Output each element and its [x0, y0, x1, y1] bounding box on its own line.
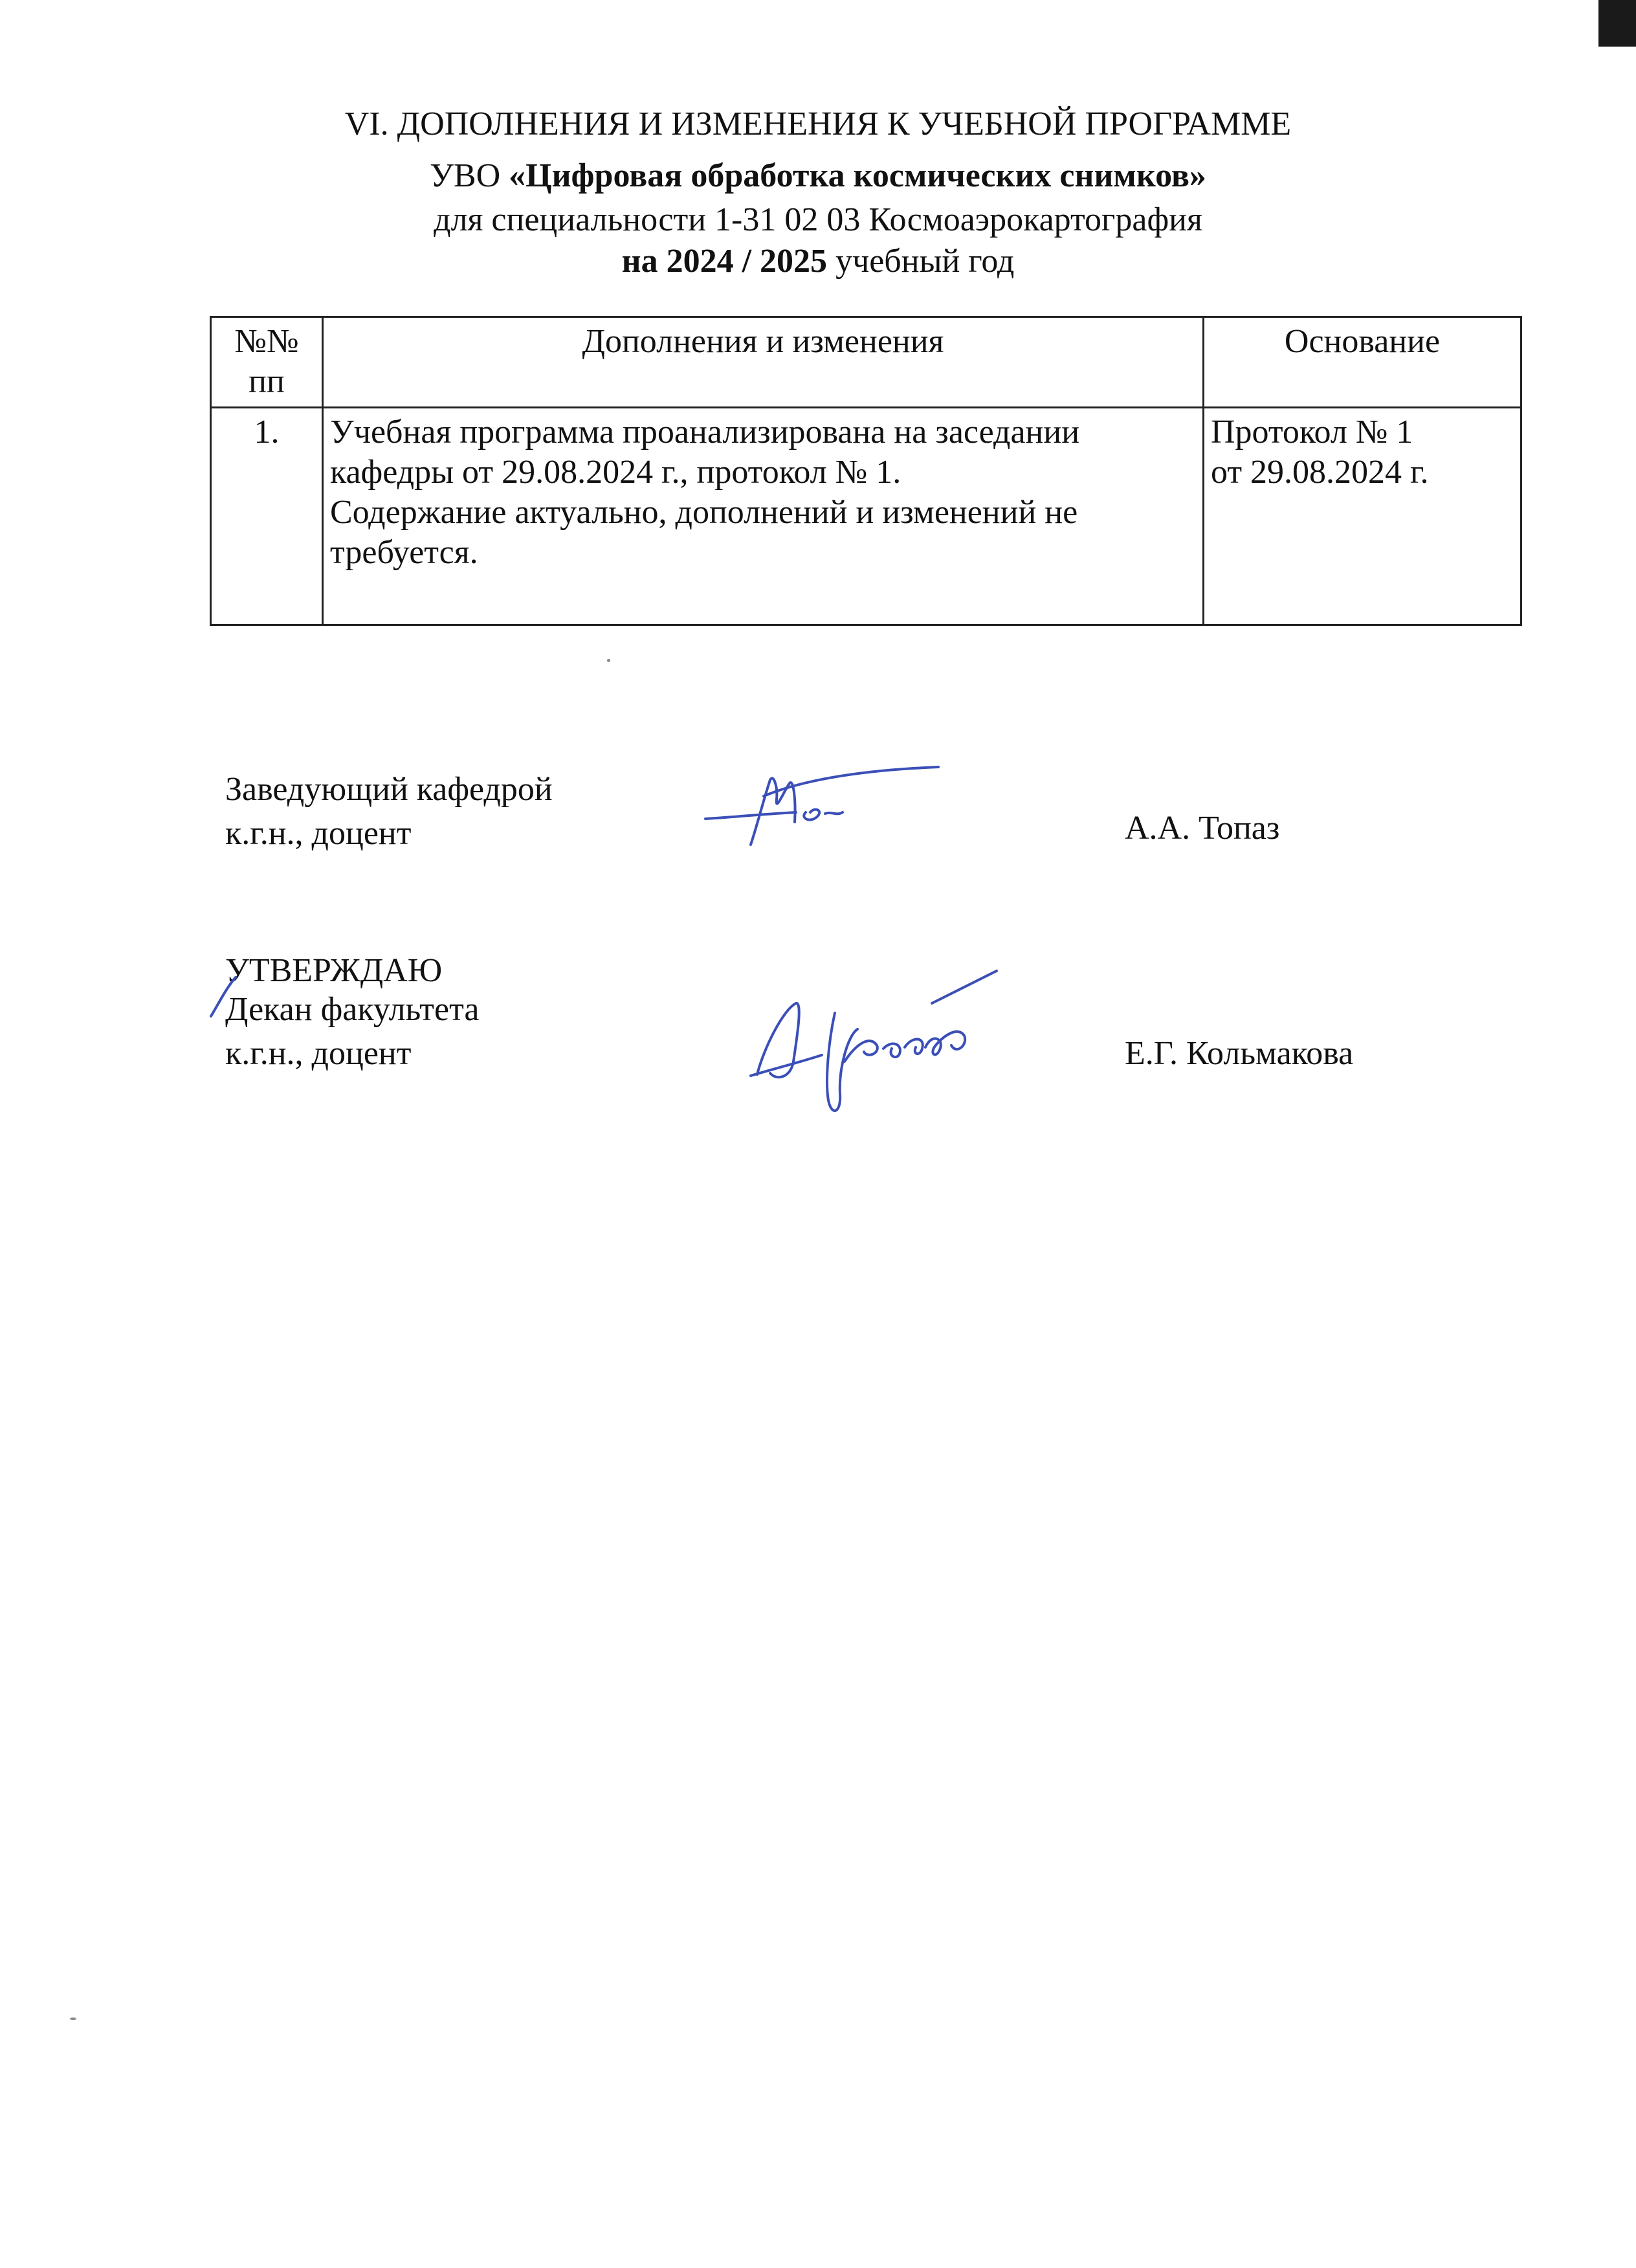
course-title [0, 155, 1636, 197]
header-number-line2: пп [249, 363, 285, 400]
specialty-line [0, 199, 1636, 241]
dean-name: Е.Г. Кольмакова [1125, 1035, 1354, 1072]
course-prefix: УВО [430, 157, 509, 194]
row-basis [1204, 408, 1521, 625]
title-text: VI. ДОПОЛНЕНИЯ И ИЗМЕНЕНИЯ К УЧЕБНОЙ ПРОГРАММЕ [344, 106, 1292, 142]
row-changes-line: Учебная программа проанализирована на заседании [330, 414, 1080, 450]
course-name: «Цифровая обработка космических снимков» [509, 157, 1206, 194]
changes-table [210, 316, 1522, 626]
academic-year: на 2024 / 2025 [621, 243, 828, 280]
table-header-row [211, 317, 1521, 408]
approval-label: УТВЕРЖДАЮ [225, 952, 443, 989]
document-title [0, 104, 1636, 145]
row-basis-line: от 29.08.2024 г. [1211, 454, 1429, 491]
table-row [211, 408, 1521, 625]
head-signature-icon [692, 761, 951, 851]
header-basis: Основание [1204, 317, 1521, 408]
row-changes-line: кафедры от 29.08.2024 г., протокол № 1. [330, 454, 901, 491]
head-name: А.А. Топаз [1125, 810, 1280, 847]
academic-year-suffix: учебный год [827, 243, 1015, 280]
head-role-line2: к.г.н., доцент [225, 815, 412, 852]
row-changes-line: требуется. [330, 534, 478, 571]
approval-tick-icon [207, 973, 239, 1019]
header-changes: Дополнения и изменения [323, 317, 1204, 408]
specialty-text: для специальности 1-31 02 03 Космоаэрокартография [434, 201, 1202, 238]
academic-year-line [0, 241, 1636, 282]
scan-speck [70, 2018, 76, 2020]
header-number [211, 317, 323, 408]
dean-signature-icon [738, 964, 1022, 1120]
row-basis-line: Протокол № 1 [1211, 414, 1413, 450]
row-changes [323, 408, 1204, 625]
head-role-line1: Заведующий кафедрой [225, 771, 553, 808]
scan-speck [607, 659, 610, 662]
header-number-line1: №№ [234, 323, 299, 360]
scan-edge-mark [1598, 0, 1636, 47]
dean-role-line2: к.г.н., доцент [225, 1035, 412, 1072]
dean-role-line1: Декан факультета [225, 991, 480, 1028]
row-changes-line: Содержание актуально, дополнений и изменений не [330, 494, 1078, 531]
row-number: 1. [211, 408, 323, 625]
